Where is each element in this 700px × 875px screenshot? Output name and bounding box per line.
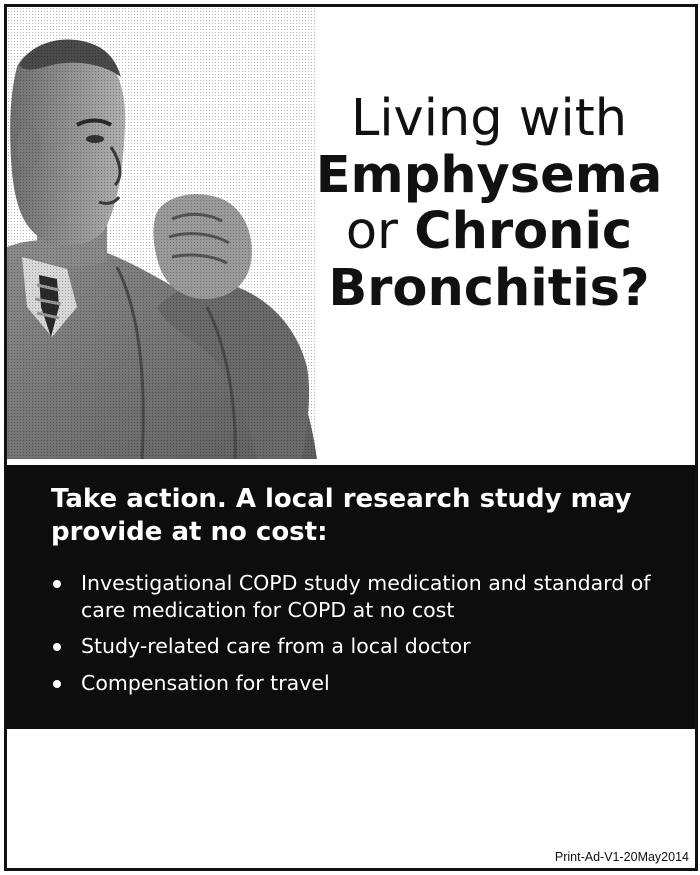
headline-line-3 xyxy=(299,204,679,261)
headline-chronic: Chronic xyxy=(414,202,633,262)
info-banner xyxy=(7,465,695,729)
bullet-dot-icon xyxy=(53,680,61,688)
print-ad xyxy=(4,4,698,871)
bullet-text: Investigational COPD study medication and standard of care medication for COPD at no cost xyxy=(81,571,651,622)
benefit-list xyxy=(51,570,671,707)
headline-line-4: Bronchitis? xyxy=(328,258,650,318)
headline xyxy=(299,91,679,317)
banner-lead xyxy=(51,483,671,549)
lead-rest: A local research study may provide at no cost: xyxy=(51,484,632,548)
bullet-dot-icon xyxy=(53,580,61,588)
list-item xyxy=(51,570,671,623)
bullet-text: Study-related care from a local doctor xyxy=(81,634,471,659)
print-code: Print-Ad-V1-20May2014 xyxy=(554,850,689,864)
list-item xyxy=(51,633,671,660)
headline-line-2: Emphysema xyxy=(315,145,663,205)
list-item xyxy=(51,670,671,697)
lead-bold: Take action. xyxy=(51,484,227,514)
headline-or: or xyxy=(345,202,398,262)
bullet-dot-icon xyxy=(53,643,61,651)
bullet-text: Compensation for travel xyxy=(81,670,330,695)
headline-line-1: Living with xyxy=(350,89,628,148)
coughing-man-photo xyxy=(7,7,317,459)
